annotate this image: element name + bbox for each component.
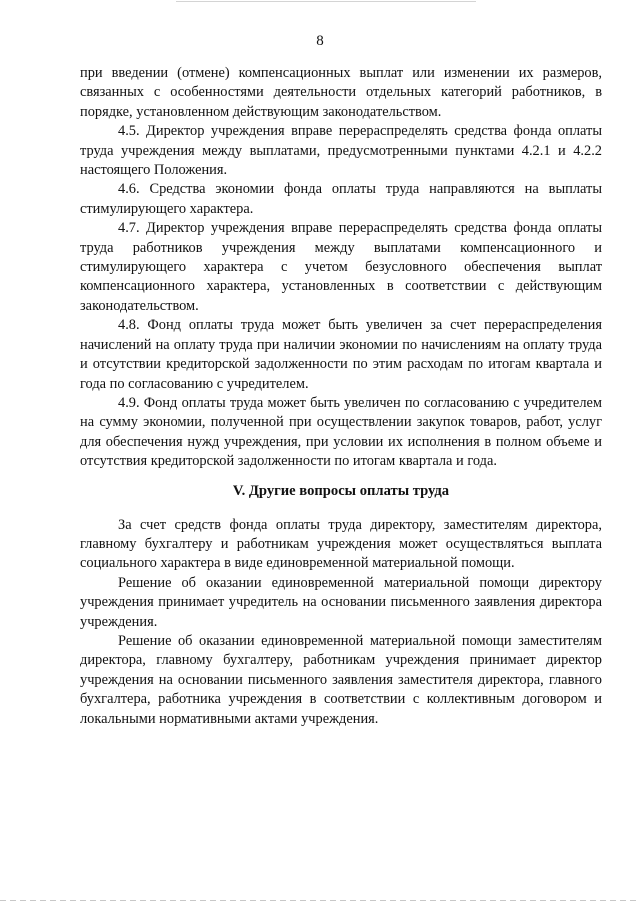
paragraph-4-7: 4.7. Директор учреждения вправе перераспределять средства фонда оплаты труда работников учреждения между выплатами компенсационного и стимулирующего характера с учетом безусловного обеспечения выплат компенсационного характера, установленных в соответствии с действующим законодательством. — [80, 220, 602, 314]
scan-top-edge — [176, 1, 476, 2]
scan-bottom-edge — [0, 900, 640, 901]
section-paragraph-director-aid: Решение об оказании единовременной материальной помощи директору учреждения принимает учредитель на основании письменного заявления директора учреждения. — [80, 574, 602, 630]
section-paragraph-material-aid: За счет средств фонда оплаты труда директору, заместителям директора, главному бухгалтеру и работникам учреждения может осуществляться выплата социального характера в виде единовременной материальной помощи. — [80, 516, 602, 572]
page-number: 8 — [316, 33, 324, 49]
section-heading: V. Другие вопросы оплаты труда — [232, 482, 450, 499]
section-paragraph-staff-aid: Решение об оказании единовременной материальной помощи заместителям директора, главному бухгалтеру, работникам учреждения принимает директор учреждения на основании письменного заявления заместителя директора, главного бухгалтера, работника учреждения в соответствии с коллективным договором и локальными нормативными актами учреждения. — [80, 632, 602, 727]
paragraph-4-9: 4.9. Фонд оплаты труда может быть увеличен по согласованию с учредителем на сумму экономии, полученной при осуществлении закупок товаров, работ, услуг для обеспечения нужд учреждения, при условии их исполнения в полном объеме и отсутствия кредиторской задолженности по итогам квартала и года. — [80, 394, 602, 470]
paragraph-4-6: 4.6. Средства экономии фонда оплаты труда направляются на выплаты стимулирующего характера. — [80, 181, 602, 217]
paragraph-4-5: 4.5. Директор учреждения вправе перераспределять средства фонда оплаты труда учреждения между выплатами, предусмотренными пунктами 4.2.1 и 4.2.2 настоящего Положения. — [80, 123, 602, 179]
paragraph-continuation: при введении (отмене) компенсационных выплат или изменении их размеров, связанных с особенностями деятельности отдельных категорий работников, в порядке, установленном действующим законодательством. — [80, 65, 602, 120]
paragraph-4-8: 4.8. Фонд оплаты труда может быть увеличен за счет перераспределения начислений на оплату труда при наличии экономии по начислениям на оплату труда и отсутствии кредиторской задолженности по этим расходам по итогам квартала и года по согласованию с учредителем. — [80, 317, 602, 392]
document-body — [80, 64, 602, 729]
